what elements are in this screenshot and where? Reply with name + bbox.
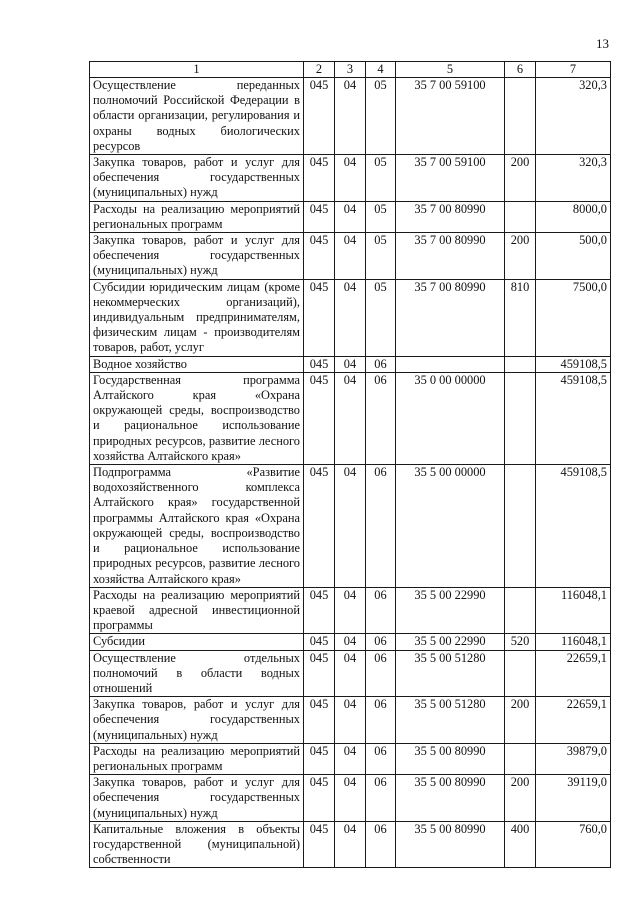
cell-col-6 bbox=[505, 465, 536, 588]
cell-col-6: 810 bbox=[505, 279, 536, 356]
cell-col-3: 04 bbox=[335, 201, 366, 232]
cell-col-7: 8000,0 bbox=[536, 201, 611, 232]
table-row bbox=[90, 201, 611, 232]
cell-col-3: 04 bbox=[335, 233, 366, 280]
row-name-cell: Закупка товаров, работ и услуг для обеспечения государственных (муниципальных) нужд bbox=[90, 155, 304, 202]
row-name-cell: Закупка товаров, работ и услуг для обеспечения государственных (муниципальных) нужд bbox=[90, 697, 304, 744]
table-row bbox=[90, 78, 611, 155]
cell-col-4: 05 bbox=[366, 233, 396, 280]
cell-col-6 bbox=[505, 650, 536, 697]
cell-col-7: 7500,0 bbox=[536, 279, 611, 356]
row-name-cell: Капитальные вложения в объекты государственной (муниципальной) собственности bbox=[90, 821, 304, 868]
cell-col-3: 04 bbox=[335, 821, 366, 868]
cell-col-7: 320,3 bbox=[536, 78, 611, 155]
cell-col-4: 06 bbox=[366, 743, 396, 774]
cell-col-6: 200 bbox=[505, 775, 536, 822]
cell-col-2: 045 bbox=[304, 155, 335, 202]
column-header: 4 bbox=[366, 62, 396, 78]
cell-col-5: 35 7 00 80990 bbox=[396, 279, 505, 356]
cell-col-6: 200 bbox=[505, 697, 536, 744]
cell-col-2: 045 bbox=[304, 634, 335, 650]
table-row bbox=[90, 465, 611, 588]
cell-col-2: 045 bbox=[304, 697, 335, 744]
cell-col-5: 35 7 00 59100 bbox=[396, 78, 505, 155]
column-header: 6 bbox=[505, 62, 536, 78]
header-row bbox=[90, 62, 611, 78]
cell-col-2: 045 bbox=[304, 821, 335, 868]
cell-col-3: 04 bbox=[335, 465, 366, 588]
cell-col-6: 400 bbox=[505, 821, 536, 868]
cell-col-6: 520 bbox=[505, 634, 536, 650]
cell-col-4: 06 bbox=[366, 821, 396, 868]
cell-col-7: 22659,1 bbox=[536, 650, 611, 697]
table-row bbox=[90, 279, 611, 356]
table-row bbox=[90, 233, 611, 280]
cell-col-4: 06 bbox=[366, 775, 396, 822]
table-row bbox=[90, 372, 611, 464]
row-name-cell: Расходы на реализацию мероприятий региональных программ bbox=[90, 201, 304, 232]
row-name-cell: Осуществление отдельных полномочий в области водных отношений bbox=[90, 650, 304, 697]
row-name-cell: Водное хозяйство bbox=[90, 356, 304, 372]
cell-col-5: 35 5 00 51280 bbox=[396, 697, 505, 744]
cell-col-4: 05 bbox=[366, 279, 396, 356]
cell-col-3: 04 bbox=[335, 78, 366, 155]
row-name-cell: Осуществление переданных полномочий Российской Федерации в области организации, регулирования и охраны водных биологических ресурсов bbox=[90, 78, 304, 155]
cell-col-7: 500,0 bbox=[536, 233, 611, 280]
cell-col-5: 35 0 00 00000 bbox=[396, 372, 505, 464]
cell-col-5: 35 7 00 80990 bbox=[396, 233, 505, 280]
row-name-cell: Расходы на реализацию мероприятий краевой адресной инвестиционной программы bbox=[90, 587, 304, 634]
cell-col-7: 760,0 bbox=[536, 821, 611, 868]
table-row bbox=[90, 634, 611, 650]
cell-col-6 bbox=[505, 201, 536, 232]
row-name-cell: Государственная программа Алтайского края «Охрана окружающей среды, воспроизводство и рациональное использование природных ресурсов, развитие лесного хозяйства Алтайского края» bbox=[90, 372, 304, 464]
cell-col-6 bbox=[505, 372, 536, 464]
cell-col-5: 35 5 00 80990 bbox=[396, 821, 505, 868]
cell-col-5: 35 5 00 80990 bbox=[396, 743, 505, 774]
cell-col-5: 35 7 00 59100 bbox=[396, 155, 505, 202]
cell-col-3: 04 bbox=[335, 634, 366, 650]
column-header: 3 bbox=[335, 62, 366, 78]
cell-col-2: 045 bbox=[304, 233, 335, 280]
cell-col-4: 06 bbox=[366, 372, 396, 464]
column-header: 5 bbox=[396, 62, 505, 78]
cell-col-7: 459108,5 bbox=[536, 465, 611, 588]
cell-col-4: 06 bbox=[366, 587, 396, 634]
table-row bbox=[90, 155, 611, 202]
row-name-cell: Подпрограмма «Развитие водохозяйственного комплекса Алтайского края» государственной программы Алтайского края «Охрана окружающей среды, воспроизводство и рациональное использование природных ресурсов, развитие лесного хозяйства Алтайского края» bbox=[90, 465, 304, 588]
cell-col-7: 39119,0 bbox=[536, 775, 611, 822]
cell-col-7: 116048,1 bbox=[536, 634, 611, 650]
column-header: 7 bbox=[536, 62, 611, 78]
cell-col-2: 045 bbox=[304, 743, 335, 774]
table-row bbox=[90, 356, 611, 372]
cell-col-2: 045 bbox=[304, 279, 335, 356]
row-name-cell: Субсидии юридическим лицам (кроме некоммерческих организаций), индивидуальным предпринимателям, физическим лицам - производителям товаров, работ, услуг bbox=[90, 279, 304, 356]
row-name-cell: Расходы на реализацию мероприятий региональных программ bbox=[90, 743, 304, 774]
cell-col-4: 05 bbox=[366, 78, 396, 155]
cell-col-2: 045 bbox=[304, 465, 335, 588]
cell-col-4: 06 bbox=[366, 634, 396, 650]
cell-col-3: 04 bbox=[335, 697, 366, 744]
row-name-cell: Закупка товаров, работ и услуг для обеспечения государственных (муниципальных) нужд bbox=[90, 233, 304, 280]
cell-col-5 bbox=[396, 356, 505, 372]
cell-col-7: 320,3 bbox=[536, 155, 611, 202]
cell-col-2: 045 bbox=[304, 356, 335, 372]
cell-col-2: 045 bbox=[304, 372, 335, 464]
cell-col-2: 045 bbox=[304, 78, 335, 155]
cell-col-2: 045 bbox=[304, 587, 335, 634]
cell-col-6: 200 bbox=[505, 233, 536, 280]
cell-col-2: 045 bbox=[304, 775, 335, 822]
table-row bbox=[90, 650, 611, 697]
cell-col-4: 06 bbox=[366, 465, 396, 588]
cell-col-6 bbox=[505, 743, 536, 774]
cell-col-4: 06 bbox=[366, 356, 396, 372]
cell-col-6 bbox=[505, 356, 536, 372]
cell-col-5: 35 5 00 00000 bbox=[396, 465, 505, 588]
cell-col-7: 39879,0 bbox=[536, 743, 611, 774]
cell-col-3: 04 bbox=[335, 356, 366, 372]
table-row bbox=[90, 697, 611, 744]
cell-col-6: 200 bbox=[505, 155, 536, 202]
cell-col-7: 459108,5 bbox=[536, 372, 611, 464]
table-row bbox=[90, 821, 611, 868]
cell-col-2: 045 bbox=[304, 650, 335, 697]
cell-col-3: 04 bbox=[335, 279, 366, 356]
cell-col-5: 35 5 00 80990 bbox=[396, 775, 505, 822]
table-row bbox=[90, 587, 611, 634]
cell-col-2: 045 bbox=[304, 201, 335, 232]
column-header: 2 bbox=[304, 62, 335, 78]
cell-col-4: 06 bbox=[366, 650, 396, 697]
cell-col-6 bbox=[505, 78, 536, 155]
row-name-cell: Субсидии bbox=[90, 634, 304, 650]
cell-col-3: 04 bbox=[335, 743, 366, 774]
cell-col-4: 05 bbox=[366, 201, 396, 232]
cell-col-4: 06 bbox=[366, 697, 396, 744]
cell-col-5: 35 5 00 22990 bbox=[396, 587, 505, 634]
cell-col-3: 04 bbox=[335, 775, 366, 822]
row-name-cell: Закупка товаров, работ и услуг для обеспечения государственных (муниципальных) нужд bbox=[90, 775, 304, 822]
cell-col-3: 04 bbox=[335, 155, 366, 202]
cell-col-5: 35 5 00 51280 bbox=[396, 650, 505, 697]
cell-col-5: 35 5 00 22990 bbox=[396, 634, 505, 650]
cell-col-7: 22659,1 bbox=[536, 697, 611, 744]
cell-col-6 bbox=[505, 587, 536, 634]
cell-col-7: 116048,1 bbox=[536, 587, 611, 634]
column-header: 1 bbox=[90, 62, 304, 78]
table-row bbox=[90, 775, 611, 822]
table-row bbox=[90, 743, 611, 774]
cell-col-7: 459108,5 bbox=[536, 356, 611, 372]
cell-col-3: 04 bbox=[335, 650, 366, 697]
cell-col-5: 35 7 00 80990 bbox=[396, 201, 505, 232]
cell-col-4: 05 bbox=[366, 155, 396, 202]
cell-col-3: 04 bbox=[335, 587, 366, 634]
cell-col-3: 04 bbox=[335, 372, 366, 464]
page-number: 13 bbox=[596, 36, 609, 51]
budget-table bbox=[89, 61, 611, 868]
